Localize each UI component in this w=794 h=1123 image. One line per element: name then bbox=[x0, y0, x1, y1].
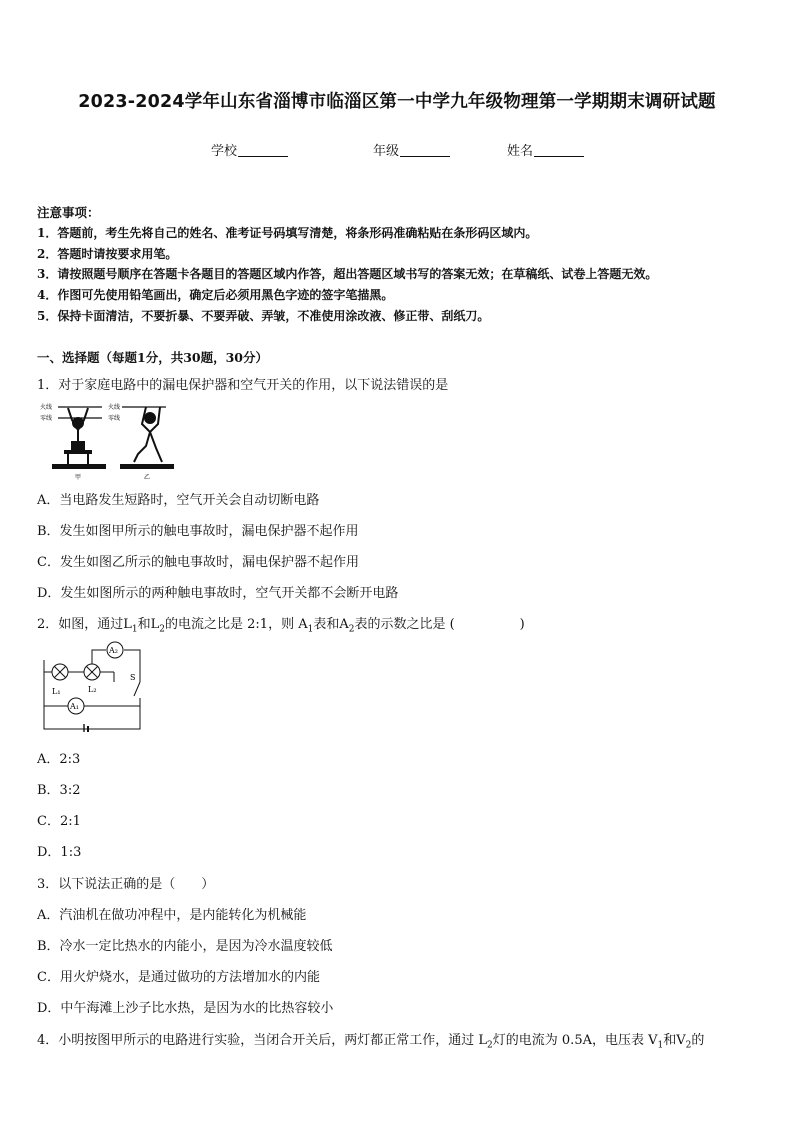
school-label: 学校 bbox=[211, 144, 238, 159]
neutral-wire-label-yi: 零线 bbox=[108, 415, 121, 422]
label-s: S bbox=[130, 673, 136, 682]
q2-option-a[interactable]: A．2:3 bbox=[37, 752, 81, 767]
note-item: 4．作图可先使用铅笔画出，确定后必须用黑色字迹的签字笔描黑。 bbox=[37, 288, 394, 302]
school-field bbox=[211, 140, 288, 159]
live-wire-label-jia: 火线 bbox=[40, 404, 53, 411]
question-1-stem: 1．对于家庭电路中的漏电保护器和空气开关的作用，以下说法错误的是 bbox=[37, 378, 449, 393]
circuit-diagram bbox=[40, 640, 146, 732]
grade-blank[interactable] bbox=[400, 143, 450, 157]
name-label: 姓名 bbox=[507, 144, 534, 159]
live-wire-label-yi: 火线 bbox=[108, 404, 121, 411]
lamp-l2-icon bbox=[84, 664, 100, 680]
q1-option-b[interactable]: B．发生如图甲所示的触电事故时，漏电保护器不起作用 bbox=[37, 524, 359, 539]
q1-option-d[interactable]: D．发生如图所示的两种触电事故时，空气开关都不会断开电路 bbox=[37, 586, 399, 601]
svg-text:A₂: A₂ bbox=[109, 646, 118, 655]
question-2-stem: 2．如图，通过$L_1$和$L_2$的电流之比是 2:1，则 $A_1$表和$A_2$表的示数之比是 ( ) bbox=[37, 617, 525, 635]
q3-option-b[interactable]: B．冷水一定比热水的内能小，是因为冷水温度较低 bbox=[37, 939, 333, 954]
neutral-wire-label-jia: 零线 bbox=[40, 415, 53, 422]
ammeter-a2-icon bbox=[107, 642, 123, 658]
question-4-stem: 4．小明按图甲所示的电路进行实验，当闭合开关后，两灯都正常工作，通过 $L_2$灯的电流为 0.5A，电压表 $V_1$和$V_2$的 bbox=[37, 1033, 705, 1051]
label-jia: 甲 bbox=[75, 474, 82, 480]
note-item: 5．保持卡面清洁，不要折暴、不要弄破、弄皱，不准使用涂改液、修正带、刮纸刀。 bbox=[37, 309, 490, 323]
grade-field bbox=[373, 140, 450, 159]
switch-blade bbox=[134, 682, 140, 696]
q3-option-c[interactable]: C．用火炉烧水，是通过做功的方法增加水的内能 bbox=[37, 970, 320, 985]
note-item: 3．请按照题号顺序在答题卡各题目的答题区域内作答，超出答题区域书写的答案无效；在草稿纸、试卷上答题无效。 bbox=[37, 267, 658, 281]
stool-icon bbox=[64, 450, 92, 454]
ammeter-a1-icon bbox=[68, 698, 84, 714]
label-l2: L₂ bbox=[88, 685, 97, 694]
ground-yi bbox=[120, 464, 174, 469]
q2-option-d[interactable]: D．1:3 bbox=[37, 845, 82, 860]
lamp-l1-icon bbox=[52, 664, 68, 680]
name-field bbox=[507, 140, 584, 159]
person-jia-icon bbox=[68, 408, 88, 450]
note-item: 2．答题时请按要求用笔。 bbox=[37, 247, 178, 261]
label-yi: 乙 bbox=[144, 474, 151, 480]
notes-title: 注意事项： bbox=[37, 205, 100, 220]
svg-text:A₁: A₁ bbox=[70, 702, 79, 711]
q2-option-b[interactable]: B．3:2 bbox=[37, 783, 81, 798]
q1-option-c[interactable]: C．发生如图乙所示的触电事故时，漏电保护器不起作用 bbox=[37, 555, 359, 570]
name-blank[interactable] bbox=[534, 143, 584, 157]
person-yi-icon bbox=[134, 407, 162, 462]
label-l1: L₁ bbox=[52, 687, 61, 696]
q2-option-c[interactable]: C．2:1 bbox=[37, 814, 81, 829]
q3-option-a[interactable]: A．汽油机在做功冲程中，是内能转化为机械能 bbox=[37, 908, 307, 923]
section-heading: 一、选择题（每题1分，共30题，30分） bbox=[37, 350, 268, 365]
q1-option-a[interactable]: A．当电路发生短路时，空气开关会自动切断电路 bbox=[37, 493, 320, 508]
note-item: 1．答题前，考生先将自己的姓名、准考证号码填写清楚，将条形码准确粘贴在条形码区域内。 bbox=[37, 226, 538, 240]
school-blank[interactable] bbox=[238, 143, 288, 157]
question-3-stem: 3．以下说法正确的是（ ） bbox=[37, 877, 215, 892]
q3-option-d[interactable]: D．中午海滩上沙子比水热，是因为水的比热容较小 bbox=[37, 1001, 334, 1016]
page-title: 2023-2024学年山东省淄博市临淄区第一中学九年级物理第一学期期末调研试题 bbox=[78, 92, 716, 112]
ground-jia bbox=[52, 464, 106, 469]
electric-shock-figure bbox=[38, 398, 174, 480]
grade-label: 年级 bbox=[373, 144, 400, 159]
